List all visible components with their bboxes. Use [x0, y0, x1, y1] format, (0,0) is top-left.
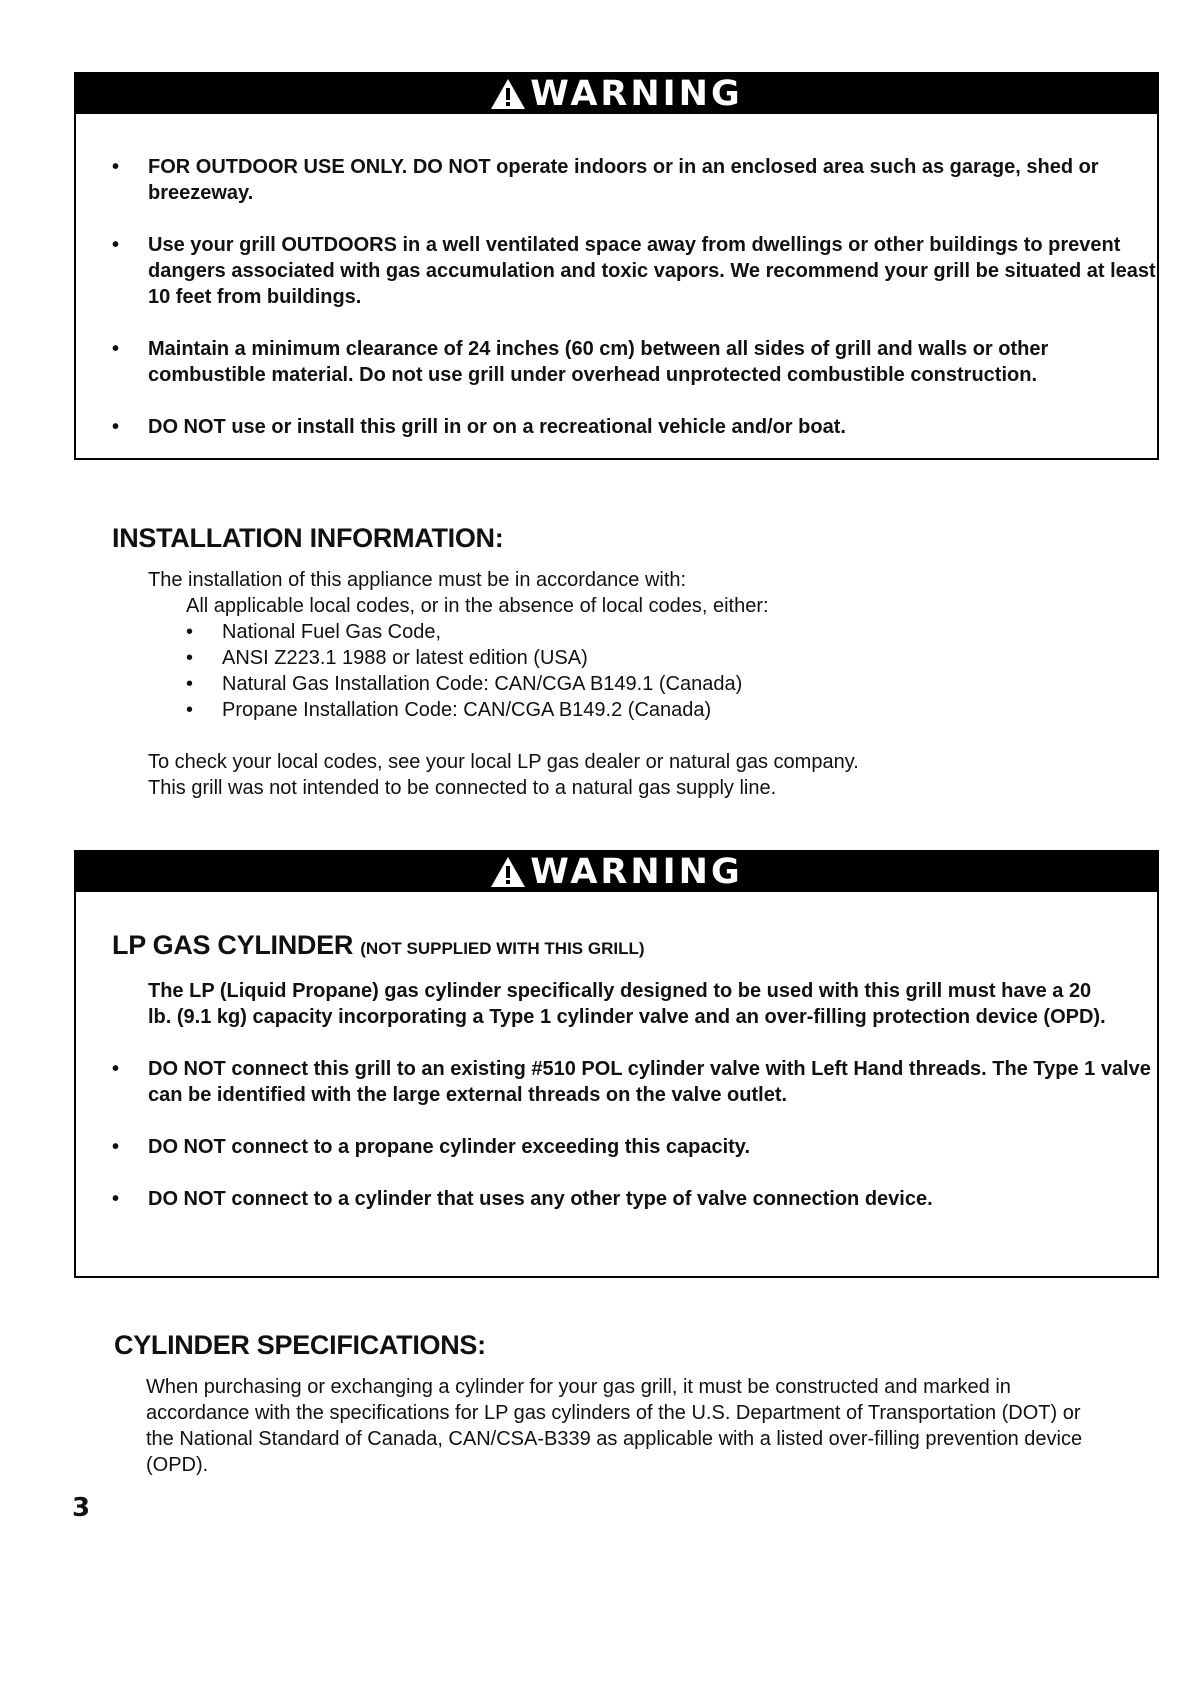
lp-heading-note: (NOT SUPPLIED WITH THIS GRILL): [360, 939, 645, 958]
warning-list: [76, 114, 1157, 440]
lp-intro: The LP (Liquid Propane) gas cylinder specifically designed to be used with this grill must have a 20 lb. (9.1 kg) capacity incorporating a Type 1 cylinder valve and an over-filling protection device (OPD).: [148, 980, 1106, 1028]
warning-list: [76, 1056, 1157, 1212]
installation-title: INSTALLATION INFORMATION:: [112, 523, 504, 553]
warning-triangle-icon: [490, 78, 526, 110]
installation-intro: The installation of this appliance must be in accordance with:: [148, 569, 687, 591]
warning-box-outdoor: [74, 72, 1159, 460]
lp-heading-text: LP GAS CYLINDER: [112, 930, 354, 960]
warning-header: [76, 852, 1157, 892]
list-item: • ANSI Z223.1 1988 or latest edition (USA): [186, 647, 588, 669]
list-item: • DO NOT connect to a propane cylinder exceeding this capacity.: [112, 1136, 751, 1158]
list-item: • Use your grill OUTDOORS in a well ventilated space away from dwellings or other buildings to prevent dangers associated with gas accumulation and toxic vapors. We recommend your grill be situated at least 10 feet from buildings.: [112, 234, 1156, 308]
local-codes-note: To check your local codes, see your local LP gas dealer or natural gas company.: [148, 751, 859, 773]
warning-header: [76, 74, 1157, 114]
warning-title: WARNING: [530, 73, 743, 114]
cylinder-specs-title: CYLINDER SPECIFICATIONS:: [114, 1330, 486, 1360]
list-item: • FOR OUTDOOR USE ONLY. DO NOT operate indoors or in an enclosed area such as garage, shed or breezeway.: [112, 156, 1099, 204]
codes-list: [148, 619, 1128, 723]
codes-intro: All applicable local codes, or in the absence of local codes, either:: [186, 595, 769, 617]
page-number: 3: [72, 1493, 91, 1523]
list-item: • DO NOT connect this grill to an existing #510 POL cylinder valve with Left Hand threads. The Type 1 valve can be identified with the large external threads on the valve outlet.: [112, 1058, 1151, 1106]
list-item: • DO NOT use or install this grill in or on a recreational vehicle and/or boat.: [112, 416, 846, 438]
warning-triangle-icon: [490, 856, 526, 888]
list-item: • National Fuel Gas Code,: [186, 621, 442, 643]
list-item: • Propane Installation Code: CAN/CGA B149.2 (Canada): [186, 699, 712, 721]
warning-box-lp-cylinder: [74, 850, 1159, 1278]
list-item: • Maintain a minimum clearance of 24 inches (60 cm) between all sides of grill and walls or other combustible material. Do not use grill under overhead unprotected combustible construction.: [112, 338, 1049, 386]
supply-line-note: This grill was not intended to be connected to a natural gas supply line.: [148, 777, 777, 799]
installation-body: [148, 567, 1128, 801]
lp-cylinder-heading: [112, 930, 1157, 964]
list-item: • DO NOT connect to a cylinder that uses any other type of valve connection device.: [112, 1188, 933, 1210]
warning-title: WARNING: [530, 851, 743, 892]
list-item: • Natural Gas Installation Code: CAN/CGA B149.1 (Canada): [186, 673, 743, 695]
cylinder-specs-body: When purchasing or exchanging a cylinder for your gas grill, it must be constructed and marked in accordance with the specifications for LP gas cylinders of the U.S. Department of Transportation (DOT) or the National Standard of Canada, CAN/CSA-B339 as applicable with a listed over-filling prevention device (OPD).: [146, 1376, 1083, 1476]
